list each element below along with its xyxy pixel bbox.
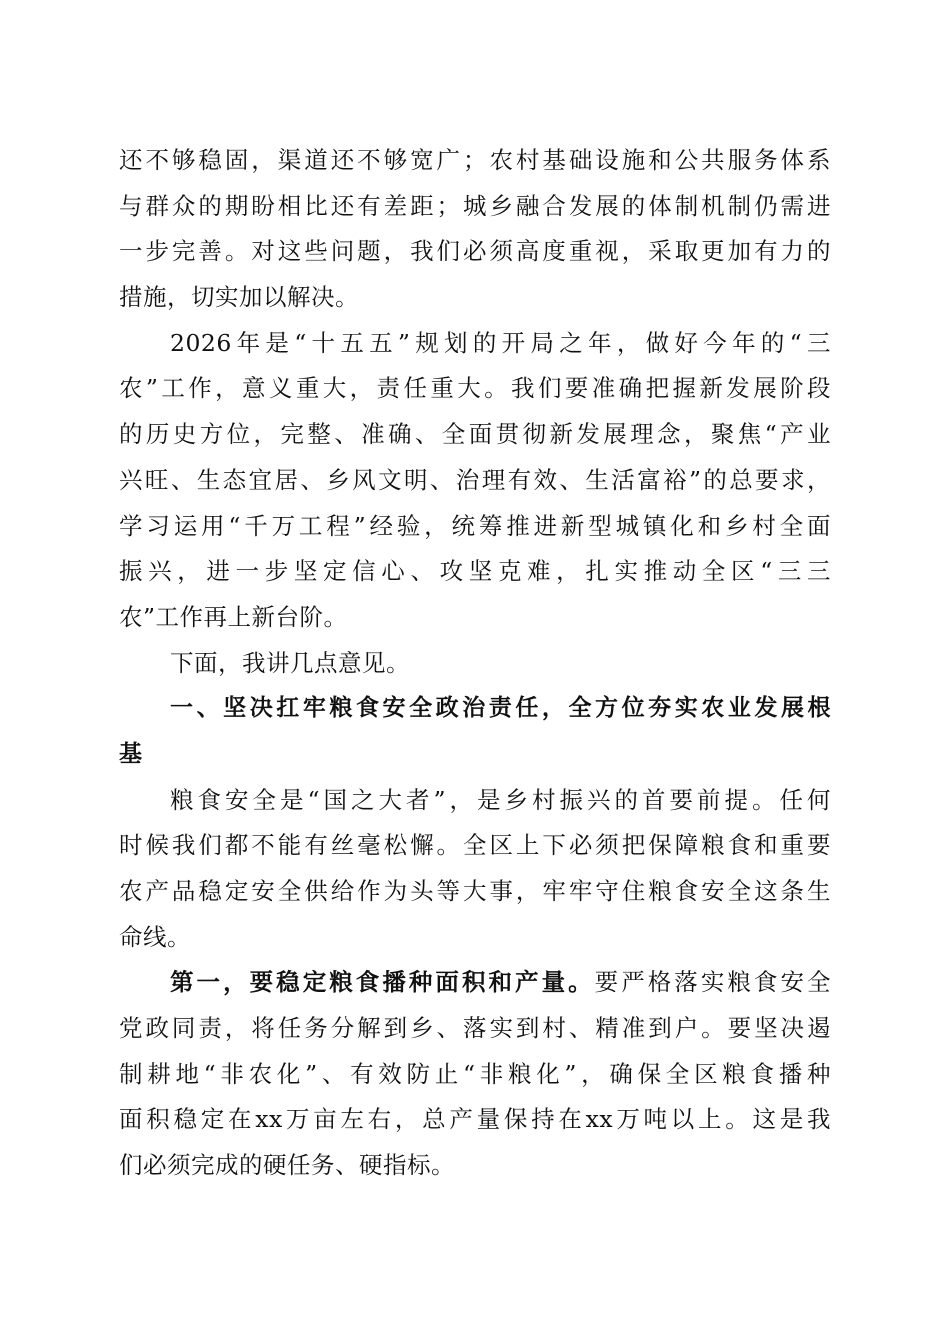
body-line: 时候我们都不能有丝毫松懈。全区上下必须把保障粮食和重要 xyxy=(119,831,831,860)
body-line: 们必须完成的硬任务、硬指标。 xyxy=(119,1151,455,1180)
document-body xyxy=(119,138,831,1189)
body-line: 2026年是“十五五”规划的开局之年，做好今年的“三 xyxy=(170,328,831,357)
body-line: 农”工作再上新台阶。 xyxy=(119,602,348,631)
body-line: 还不够稳固，渠道还不够宽广；农村基础设施和公共服务体系 xyxy=(119,146,831,174)
body-line: 振兴，进一步坚定信心、攻坚克难，扎实推动全区“三三 xyxy=(119,557,831,586)
body-line: 下面，我讲几点意见。 xyxy=(170,648,410,677)
section-heading: 一、坚决扛牢粮食安全政治责任，全方位夯实农业发展根 xyxy=(170,695,831,722)
body-line: 一步完善。对这些问题，我们必须高度重视，采取更加有力的 xyxy=(119,237,831,266)
body-line: 面积稳定在xx万亩左右，总产量保持在xx万吨以上。这是我 xyxy=(119,1105,831,1134)
body-line: 制耕地“非农化”、有效防止“非粮化”，确保全区粮食播种 xyxy=(119,1059,831,1088)
body-line: 兴旺、生态宜居、乡风文明、治理有效、生活富裕”的总要求， xyxy=(119,465,831,494)
body-line: 的历史方位，完整、准确、全面贯彻新发展理念，聚焦“产业 xyxy=(119,420,831,449)
body-line: 粮食安全是“国之大者”，是乡村振兴的首要前提。任何 xyxy=(170,785,831,814)
body-line: 党政同责，将任务分解到乡、落实到村、精准到户。要坚决遏 xyxy=(119,1014,831,1043)
body-line: 与群众的期盼相比还有差距；城乡融合发展的体制机制仍需进 xyxy=(119,191,831,220)
section-heading: 基 xyxy=(119,740,143,767)
body-line xyxy=(119,960,831,1006)
body-line: 措施，切实加以解决。 xyxy=(119,283,359,312)
bold-lead-text: 第一，要稳定粮食播种面积和产量。 xyxy=(170,968,595,997)
body-line: 农产品稳定安全供给作为头等大事，牢牢守住粮食安全这条生 xyxy=(119,877,831,905)
lead-rest-text: 要严格落实粮食安全 xyxy=(594,968,832,997)
body-line: 农”工作，意义重大，责任重大。我们要准确把握新发展阶段 xyxy=(119,374,831,403)
body-line: 学习运用“千万工程”经验，统筹推进新型城镇化和乡村全面 xyxy=(119,511,831,540)
body-line: 命线。 xyxy=(119,922,191,951)
